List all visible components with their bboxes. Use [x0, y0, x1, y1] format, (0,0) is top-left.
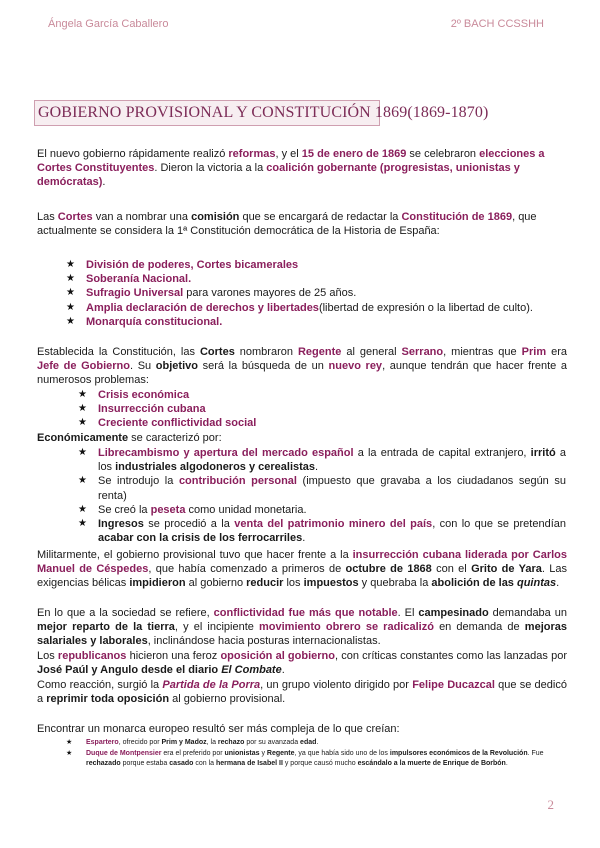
- text: .: [556, 577, 560, 590]
- text: .: [102, 176, 106, 189]
- bold-text: Ingresos: [98, 518, 144, 531]
- text: , con lo que se pretendían: [432, 518, 566, 531]
- bold-text: rechazado: [86, 760, 121, 767]
- paragraph-regency: [37, 345, 567, 388]
- text: demandaba un: [488, 607, 567, 619]
- text: por su avanzada: [244, 739, 301, 746]
- text: a los: [98, 447, 566, 474]
- text: que se encargará de redactar la: [239, 211, 402, 223]
- text: .: [281, 664, 285, 677]
- highlight: Librecambismo y apertura del mercado español: [98, 447, 354, 459]
- text: Se introdujo la: [98, 475, 179, 488]
- highlight: Jefe de Gobierno: [37, 360, 131, 373]
- paragraph-economy: [37, 431, 567, 445]
- paragraph-society: [37, 606, 567, 649]
- text: .: [302, 532, 306, 545]
- list-item: [74, 446, 566, 474]
- text: Los: [37, 650, 58, 662]
- highlight: Duque de Montpensier: [86, 749, 162, 757]
- highlight: coalición gobernante (progresistas, unionistas y demócratas): [37, 162, 520, 189]
- highlight: Sufragio Universal: [86, 287, 184, 300]
- text: , y el: [275, 148, 302, 160]
- highlight: Prim: [521, 346, 547, 358]
- text: para varones mayores de 25 años.: [183, 287, 357, 300]
- text: será la búsqueda de un: [197, 360, 329, 373]
- bold-text: industriales algodoneros y cerealistas: [115, 461, 316, 474]
- paragraph-cortes: [37, 210, 567, 238]
- highlight: venta del patrimonio minero del país: [234, 518, 433, 531]
- page-number: 2: [547, 797, 554, 812]
- list-item: [62, 286, 568, 300]
- text: con el: [431, 563, 472, 576]
- list-item: [62, 749, 568, 770]
- text: se caracterizó por:: [128, 432, 222, 444]
- text: era el preferido por: [161, 749, 225, 757]
- text: y: [259, 749, 267, 757]
- text: . Su: [130, 360, 156, 373]
- list-item: [74, 503, 566, 517]
- list-item: [74, 474, 566, 502]
- text: El nuevo gobierno rápidamente realizó: [37, 148, 229, 160]
- bold-text: impuestos: [303, 577, 359, 590]
- text: . Las exigencias bélicas: [37, 563, 567, 590]
- text: , con críticas constantes como las lanzadas por: [335, 650, 567, 662]
- highlight: Amplia declaración de derechos y libertades: [86, 301, 319, 314]
- bold-text: reprimir toda oposición: [46, 693, 170, 706]
- bold-text: edad: [300, 739, 317, 746]
- text: .: [505, 760, 508, 767]
- bold-text: comisión: [191, 211, 240, 223]
- text: con la: [193, 760, 216, 767]
- bold-text: abolición de las: [431, 577, 517, 590]
- text: . El: [397, 607, 419, 619]
- list-item: [74, 388, 566, 402]
- bold-text: Cortes: [199, 346, 235, 358]
- highlight: nuevo rey: [328, 360, 383, 373]
- paragraph-elections: [37, 147, 567, 190]
- text: . Fue: [527, 749, 544, 757]
- text: , inclinándose hacia posturas internacionalistas.: [147, 635, 381, 648]
- constitution-list: [62, 258, 568, 329]
- highlight: Crisis económica: [98, 389, 190, 401]
- bold-text: escándalo a la muerte de Enrique de Borbón: [357, 760, 506, 767]
- bold-text: Grito de Yara: [471, 563, 542, 576]
- list-item: [62, 315, 568, 329]
- bold-text: objetivo: [155, 360, 198, 373]
- text: Se creó la: [98, 503, 151, 516]
- text: .: [316, 739, 319, 746]
- text: y porque causó mucho: [282, 760, 358, 767]
- text: van a nombrar una: [92, 211, 192, 223]
- highlight: 15 de enero de 1869: [301, 148, 407, 160]
- text: , y el incipiente: [174, 621, 259, 634]
- bold-text: Regente: [266, 749, 295, 757]
- bold-text: impulsores económicos de la Revolución: [389, 749, 528, 757]
- text: , ofrecido por: [118, 739, 162, 746]
- highlight: Regente: [297, 346, 342, 358]
- highlight: Creciente conflictividad social: [98, 417, 257, 430]
- bold-text: mejoras salariales y laborales: [37, 621, 567, 648]
- bold-text: Prim y Madoz: [161, 739, 207, 746]
- highlight: insurrección cubana liderada por Carlos Manuel de Céspedes: [37, 549, 567, 576]
- highlight: Serrano: [401, 346, 444, 358]
- text: era: [546, 346, 567, 358]
- text: hicieron una feroz: [126, 650, 221, 662]
- header-course: 2º BACH CCSSHH: [450, 18, 544, 30]
- problems-list: [74, 388, 566, 431]
- highlight: peseta: [150, 503, 186, 516]
- paragraph-military: [37, 548, 567, 591]
- highlight: Constitución de 1869: [401, 211, 513, 223]
- bold-text: hermana de Isabel II: [215, 760, 283, 767]
- text: a la entrada de capital extranjero,: [353, 447, 531, 459]
- text: se celebraron: [406, 148, 480, 160]
- text: , la: [206, 739, 218, 746]
- text: Las: [37, 211, 58, 223]
- text: . Dieron la victoria a la: [154, 162, 267, 175]
- bold-text: irritó: [530, 447, 556, 459]
- list-item: [62, 272, 568, 286]
- highlight: reformas: [228, 148, 276, 160]
- highlight: Insurrección cubana: [98, 403, 206, 416]
- text: al gobierno provisional.: [169, 693, 286, 706]
- bold-text: mejor reparto de la tierra: [37, 621, 175, 634]
- text: como unidad monetaria.: [185, 503, 307, 516]
- highlight-italic: Partida de la Porra: [162, 679, 261, 691]
- section-title: GOBIERNO PROVISIONAL Y CONSTITUCIÓN 1869(1869-1870): [34, 100, 380, 126]
- monarch-list: [62, 738, 568, 770]
- text: (impuesto que gravaba a los ciudadanos según su renta): [98, 475, 566, 502]
- list-item: [74, 517, 566, 545]
- text: , ya que había sido uno de los: [294, 749, 390, 757]
- highlight: oposición al gobierno: [220, 650, 335, 662]
- highlight: contribución personal: [178, 475, 297, 488]
- list-item: [74, 416, 566, 430]
- bold-text: campesinado: [418, 607, 489, 619]
- paragraph-partida: [37, 678, 567, 706]
- text: y quebraba la: [358, 577, 432, 590]
- highlight: conflictividad fue más que notable: [213, 607, 398, 619]
- bold-text: acabar con la crisis de los ferrocarriles: [98, 532, 303, 545]
- highlight: Monarquía constitucional.: [86, 315, 223, 328]
- highlight: republicanos: [57, 650, 127, 662]
- paragraph-monarch: Encontrar un monarca europeo resultó ser más compleja de lo que creían:: [37, 723, 400, 735]
- text: , que había comenzado a primeros de: [148, 563, 346, 576]
- paragraph-republicans: [37, 649, 567, 677]
- text: porque estaba: [120, 760, 170, 767]
- highlight: División de poderes, Cortes bicamerales: [86, 259, 299, 271]
- highlight: Felipe Ducazcal: [412, 679, 495, 691]
- text: , mientras que: [443, 346, 522, 358]
- list-item: [62, 258, 568, 272]
- text: , aunque tendrán que hacer frente a numerosos problemas:: [37, 360, 568, 387]
- highlight: Cortes: [57, 211, 93, 223]
- text: los: [283, 577, 304, 590]
- text: en demanda de: [433, 621, 525, 634]
- highlight: movimiento obrero se radicalizó: [259, 621, 434, 634]
- bold-text: reducir: [246, 577, 284, 590]
- bold-text: Económicamente: [37, 432, 129, 444]
- list-item: [62, 738, 568, 749]
- highlight: elecciones a Cortes Constituyentes: [37, 148, 545, 175]
- bold-text: José Paúl y Angulo desde el diario: [37, 664, 222, 677]
- text: Militarmente, el gobierno provisional tuvo que hacer frente a la: [37, 549, 353, 561]
- list-item: [62, 301, 568, 315]
- highlight: Espartero: [86, 739, 119, 746]
- bold-text: casado: [169, 760, 194, 767]
- text: , un grupo violento dirigido por: [260, 679, 413, 691]
- bold-text: rechazo: [217, 739, 245, 746]
- header-author: Ángela García Caballero: [48, 18, 169, 30]
- text: nombraron: [234, 346, 298, 358]
- text: al general: [341, 346, 402, 358]
- text: se procedió a la: [143, 518, 235, 531]
- highlight: Soberanía Nacional.: [86, 273, 192, 286]
- text: , que actualmente se considera la 1ª Constitución democrática de la Historia de España:: [37, 211, 537, 238]
- text: Establecida la Constitución, las: [37, 346, 200, 358]
- economy-list: [74, 446, 566, 545]
- text: que se dedicó a: [37, 679, 567, 706]
- bold-italic-text: quintas: [516, 577, 557, 590]
- bold-text: unionistas: [224, 749, 260, 757]
- text: al gobierno: [185, 577, 247, 590]
- text: .: [315, 461, 319, 474]
- list-item: [74, 402, 566, 416]
- bold-text: octubre de 1868: [345, 563, 432, 576]
- text: (libertad de expresión o la libertad de culto).: [318, 301, 533, 314]
- text: En lo que a la sociedad se refiere,: [37, 607, 214, 619]
- bold-text: impidieron: [129, 577, 186, 590]
- text: Como reacción, surgió la: [37, 679, 163, 691]
- bold-italic-text: El Combate: [221, 664, 282, 677]
